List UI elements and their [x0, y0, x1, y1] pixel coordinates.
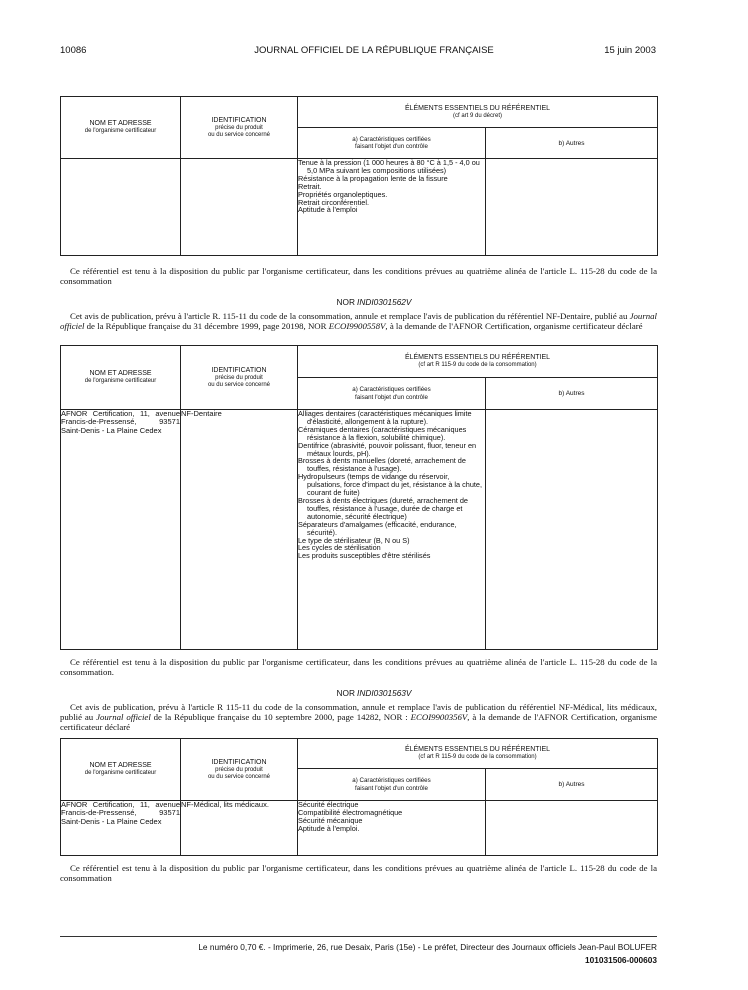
nor-line-2 — [0, 688, 748, 698]
characteristics-cell — [298, 801, 486, 856]
characteristic-item: Aptitude à l'emploi. — [298, 823, 360, 833]
col-header-org-title: NOM ET ADRESSE — [89, 762, 152, 769]
col-header-ident-sub1: précise du produit — [215, 766, 263, 773]
characteristic-item: Résistance à la propagation lente de la fissure — [298, 173, 448, 183]
col-header-elements-title: ÉLÉMENTS ESSENTIELS DU RÉFÉRENTIEL — [404, 104, 551, 112]
footer-rule — [60, 936, 657, 937]
footer-code: 101031506-000603 — [585, 955, 657, 965]
characteristic-item: Céramiques dentaires (caractéristiques mécaniques résistance à la flexion, solubilité chimique). — [298, 424, 467, 442]
referential-table-3 — [60, 738, 658, 856]
col-header-ident-sub2: ou du service concerné — [207, 381, 271, 388]
col-header-ident-sub2: ou du service concerné — [207, 773, 271, 780]
col-header-a-line2: faisant l'objet d'un contrôle — [355, 143, 428, 150]
characteristic-item: Brosses à dents manuelles (doreté, arrachement de touffes, résistance à l'usage). — [298, 456, 466, 474]
col-header-a — [298, 378, 486, 410]
col-header-ident-title: IDENTIFICATION — [211, 366, 267, 374]
referential-table-1 — [60, 96, 658, 256]
characteristic-item: Retrait circonférentiel. — [298, 197, 369, 207]
characteristic-item: Les cycles de stérilisation — [298, 543, 381, 553]
characteristic-item: Sécurité mécanique — [298, 815, 363, 825]
nor-label-2: NOR — [336, 688, 355, 698]
characteristic-item: Retrait. — [298, 181, 322, 191]
availability-paragraph-3 — [60, 863, 657, 883]
characteristic-item: Sécurité électrique — [298, 800, 359, 809]
nor-code-2: INDI0301563V — [357, 688, 412, 698]
col-header-ident-title: IDENTIFICATION — [211, 116, 267, 124]
availability-text-3: Ce référentiel est tenu à la disposition du public par l'organisme certificateur, dans les conditions prévues au quatrième alinéa de l'article L. 115-28 du code de la consommation — [60, 863, 657, 883]
col-header-elements-ref: (cf art R 115-9 du code de la consommation) — [418, 754, 537, 760]
other-cell — [486, 159, 658, 256]
ident-cell: NF-Médical, lits médicaux. — [181, 801, 298, 856]
org-cell: AFNOR Certification, 11, avenue Francis-de-Pressensé, 93571 Saint-Denis - La Plaine Cedex — [61, 801, 181, 856]
characteristic-item: Tenue à la pression (1 000 heures à 80 °C à 1,5 - 4,0 ou 5,0 MPa suivant les compositions utilisées) — [298, 158, 480, 175]
nor-code-1: INDI0301562V — [357, 297, 412, 307]
col-header-a-line2: faisant l'objet d'un contrôle — [355, 393, 428, 401]
col-header-ident — [181, 739, 298, 801]
col-header-b — [486, 128, 658, 159]
col-header-a — [298, 769, 486, 801]
col-header-org-title: NOM ET ADRESSE — [89, 120, 152, 127]
characteristic-item: Dentifrice (abrasivité, pouvoir polissant, fluor, teneur en métaux lourds, pH). — [298, 440, 477, 458]
col-header-b — [486, 769, 658, 801]
ident-cell — [181, 159, 298, 256]
col-header-org — [61, 346, 181, 410]
col-header-a-line1: a) Caractéristiques certifiées — [352, 135, 431, 143]
col-header-elements — [298, 346, 658, 378]
notice1-text-b: de la République française du 31 décembre 1999, page 20198, NOR — [84, 321, 329, 331]
col-header-ident — [181, 346, 298, 410]
publication-notice-1 — [60, 311, 657, 331]
nor-label-1: NOR — [336, 297, 355, 307]
notice2-text-a: Cet avis de publication, prévu à l'article R 115-11 du code de la consommation, annule et remplace l'avis de publication du référentiel NF-Médical, lits médicaux, publié au — [60, 702, 657, 722]
col-header-ident-sub2: ou du service concerné — [207, 131, 271, 138]
notice1-journal: Journal officiel — [60, 311, 657, 331]
notice2-journal: Journal officiel — [96, 712, 151, 722]
referential-table-2 — [60, 345, 658, 650]
characteristic-item: Alliages dentaires (caractéristiques mécaniques limite d'élasticité, allongement à la rupture). — [298, 409, 472, 426]
col-header-ident — [181, 97, 298, 159]
col-header-elements-title: ÉLÉMENTS ESSENTIELS DU RÉFÉRENTIEL — [404, 746, 551, 753]
col-header-elements-ref: (cf art 9 du décret) — [452, 112, 503, 119]
col-header-a-line1: a) Caractéristiques certifiées — [352, 777, 431, 785]
nor-line-1 — [0, 297, 748, 307]
col-header-b-label: b) Autres — [558, 781, 585, 788]
col-header-b — [486, 378, 658, 410]
org-cell: AFNOR Certification, 11, avenue Francis-de-Pressensé, 93571 Saint-Denis - La Plaine Cedex — [61, 410, 181, 650]
characteristic-item: Hydropulseurs (temps de vidange du réservoir, pulsations, force d'impact du jet, résistance à la chute, courant de fuite) — [298, 472, 482, 498]
notice1-text-c: , à la demande de l'AFNOR Certification, organisme certificateur déclaré — [385, 321, 643, 331]
col-header-elements-ref: (cf art R 115-9 du code de la consommation) — [418, 362, 537, 368]
col-header-a — [298, 128, 486, 159]
col-header-ident-sub1: précise du produit — [215, 124, 263, 131]
availability-text-2: Ce référentiel est tenu à la disposition du public par l'organisme certificateur, dans les conditions prévues au quatrième alinéa de l'article L. 115-28 du code de la consommation. — [60, 657, 657, 677]
notice2-text-c: , à la demande de l'AFNOR Certification, organisme certificateur déclaré — [60, 712, 657, 732]
col-header-org-title: NOM ET ADRESSE — [89, 370, 152, 377]
col-header-ident-title: IDENTIFICATION — [211, 758, 267, 766]
col-header-elements-title: ÉLÉMENTS ESSENTIELS DU RÉFÉRENTIEL — [404, 354, 551, 361]
notice2-ref: ECOI9900356V — [410, 712, 468, 722]
journal-title: JOURNAL OFFICIEL DE LA RÉPUBLIQUE FRANÇAISE — [254, 45, 494, 56]
issue-date: 15 juin 2003 — [604, 45, 656, 56]
availability-paragraph-2 — [60, 657, 657, 677]
other-cell — [486, 801, 658, 856]
ident-cell: NF-Dentaire — [181, 410, 298, 650]
notice2-text-b: de la République française du 10 septembre 2000, page 14282, NOR : — [150, 712, 411, 722]
characteristic-item: Le type de stérilisateur (B, N ou S) — [298, 535, 410, 545]
col-header-a-line1: a) Caractéristiques certifiées — [352, 386, 431, 394]
col-header-org-sub: de l'organisme certificateur — [84, 770, 157, 776]
col-header-elements — [298, 739, 658, 769]
col-header-org-sub: de l'organisme certificateur — [84, 128, 157, 134]
notice1-text-a: Cet avis de publication, prévu à l'article R. 115-11 du code de la consommation, annule et remplace l'avis de publication du référentiel NF-Dentaire, publié au — [70, 311, 630, 321]
characteristics-cell — [298, 159, 486, 256]
org-cell — [61, 159, 181, 256]
characteristic-item: Séparateurs d'amalgames (efficacité, endurance, sécurité). — [298, 519, 457, 537]
notice1-ref: ECOI9900558V — [328, 321, 386, 331]
col-header-elements — [298, 97, 658, 128]
other-cell — [486, 410, 658, 650]
col-header-ident-sub1: précise du produit — [215, 374, 263, 381]
characteristic-item: Compatibilité électromagnétique — [298, 807, 403, 817]
characteristic-item: Brosses à dents électriques (dureté, arrachement de touffes, résistance à l'usage, durée de charge et autonomie, sécurité électrique) — [298, 495, 468, 521]
page-number: 10086 — [60, 45, 87, 56]
characteristic-item: Propriétés organoleptiques. — [298, 189, 388, 199]
col-header-org-sub: de l'organisme certificateur — [84, 378, 157, 384]
col-header-org — [61, 739, 181, 801]
characteristic-item: Aptitude à l'emploi — [298, 205, 358, 215]
col-header-a-line2: faisant l'objet d'un contrôle — [355, 784, 428, 792]
availability-paragraph-1 — [60, 266, 657, 286]
characteristics-cell — [298, 410, 486, 650]
availability-text-1: Ce référentiel est tenu à la disposition du public par l'organisme certificateur, dans les conditions prévues au quatrième alinéa de l'article L. 115-28 du code de la consommation — [60, 266, 657, 286]
col-header-b-label: b) Autres — [558, 139, 585, 147]
col-header-org — [61, 97, 181, 159]
publication-notice-2 — [60, 702, 657, 732]
characteristic-item: Les produits susceptibles d'être stérilisés — [298, 551, 431, 561]
footer-imprint: Le numéro 0,70 €. - Imprimerie, 26, rue Desaix, Paris (15e) - Le préfet, Directeur des Journaux officiels Jean-Paul BOLUFER — [198, 942, 657, 952]
col-header-b-label: b) Autres — [558, 390, 585, 397]
